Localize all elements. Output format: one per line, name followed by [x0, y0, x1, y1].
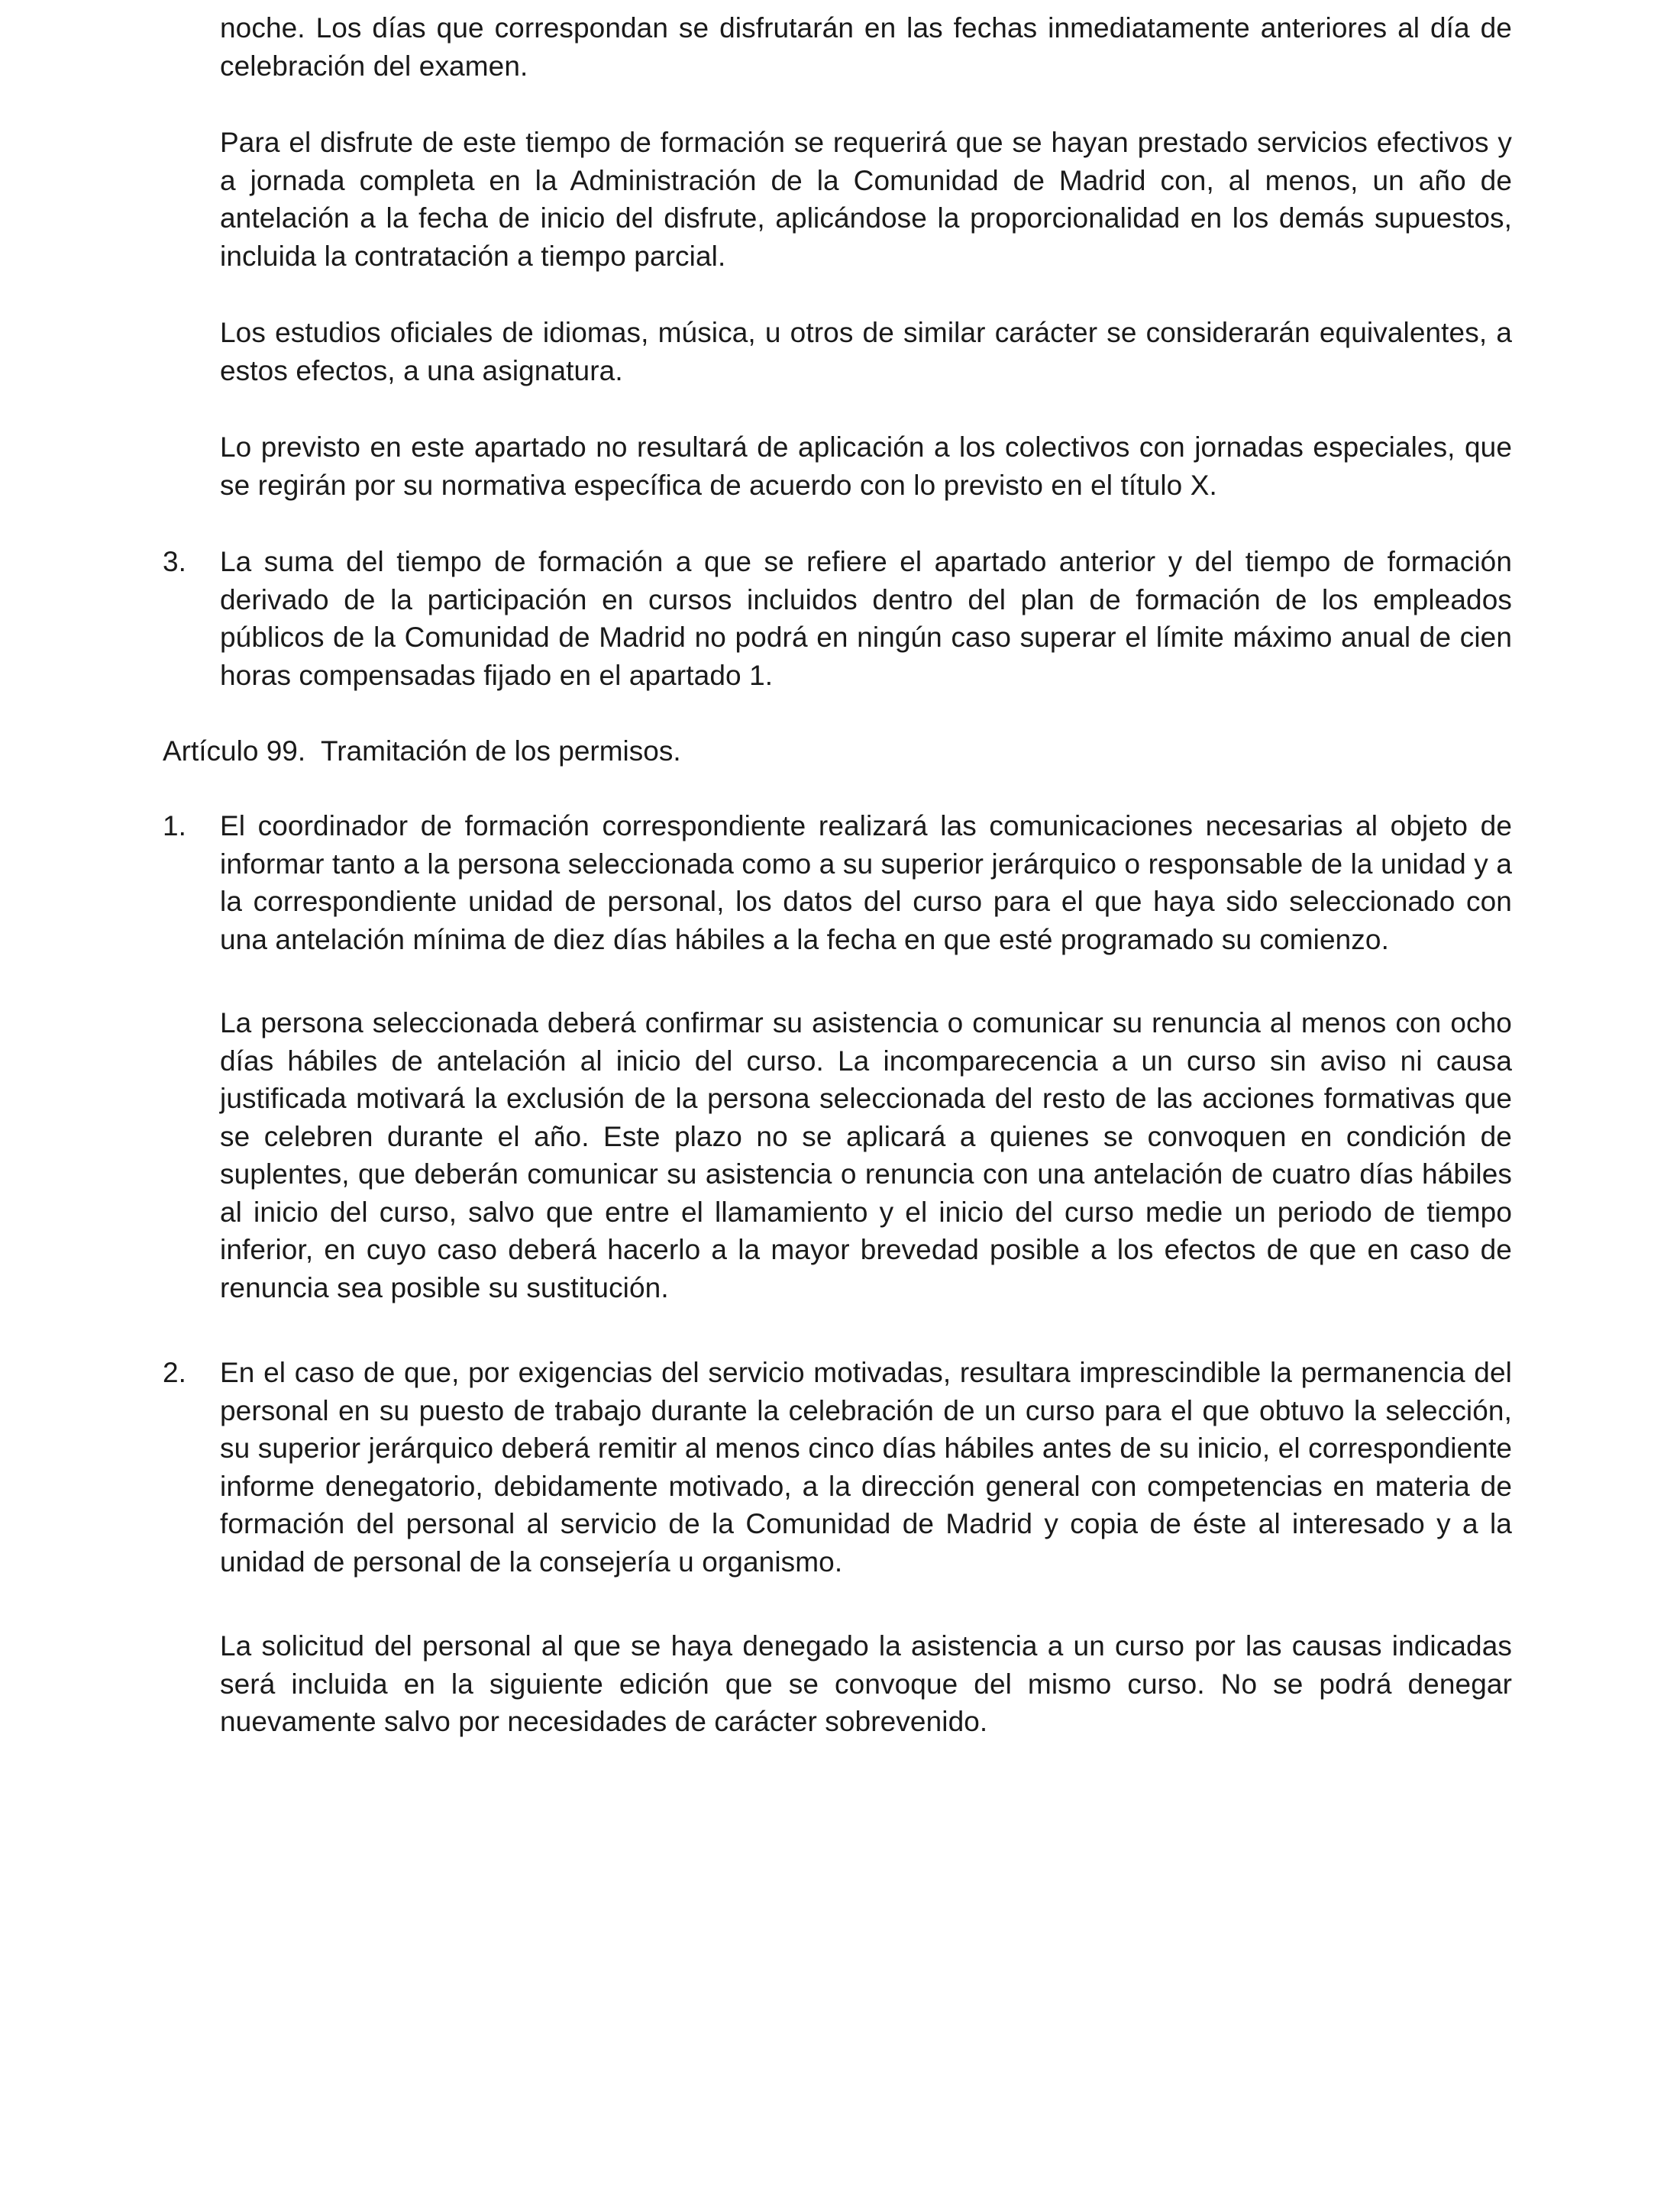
article-heading: Artículo 99. Tramitación de los permisos.: [163, 735, 681, 767]
list-number-3: 3.: [163, 546, 186, 577]
list-item-3-text: La suma del tiempo de formación a que se refiere el apartado anterior y del tiempo de formación derivado de la participación en cursos incluidos dentro del plan de formación de los empleados públicos de la Comunidad de Madrid no podrá en ningún caso superar el límite máximo anual de cien horas compensadas fijado en el apartado 1.: [220, 546, 1512, 691]
art99-item-1-text: El coordinador de formación correspondiente realizará las comunicaciones necesarias al objeto de informar tanto a la persona seleccionada como a su superior jerárquico o responsable de la unidad y a la correspondiente unidad de personal, los datos del curso para el que haya sido seleccionado con una antelación mínima de diez días hábiles a la fecha en que esté programado su comienzo.: [220, 810, 1512, 955]
art99-list-number-2: 2.: [163, 1357, 186, 1388]
art99-item-2-text: En el caso de que, por exigencias del servicio motivadas, resultara imprescindible la permanencia del personal en su puesto de trabajo durante la celebración de un curso para el que obtuvo la selección, su superior jerárquico deberá remitir al menos cinco días hábiles antes de su inicio, el correspondiente informe denegatorio, debidamente motivado, a la dirección general con competencias en materia de formación del personal al servicio de la Comunidad de Madrid y copia de éste al interesado y a la unidad de personal de la consejería u organismo.: [220, 1357, 1512, 1578]
art99-list-number-1: 1.: [163, 810, 186, 841]
paragraph-special-schedules: Lo previsto en este apartado no resultará de aplicación a los colectivos con jornadas especiales, que se regirán por su normativa específica de acuerdo con lo previsto en el título X.: [220, 431, 1512, 501]
paragraph-continuation: noche. Los días que correspondan se disfrutarán en las fechas inmediatamente anteriores al día de celebración del examen.: [220, 12, 1512, 82]
art99-item-1-paragraph-2: La persona seleccionada deberá confirmar su asistencia o comunicar su renuncia al menos con ocho días hábiles de antelación al inicio del curso. La incomparecencia a un curso sin aviso ni causa justificada motivará la exclusión de la persona seleccionada del resto de las acciones formativas que se celebren durante el año. Este plazo no se aplicará a quienes se convoquen en condición de suplentes, que deberán comunicar su asistencia o renuncia con una antelación de cuatro días hábiles al inicio del curso, salvo que entre el llamamiento y el inicio del curso medie un periodo de tiempo inferior, en cuyo caso deberá hacerlo a la mayor brevedad posible a los efectos de que en caso de renuncia sea posible su sustitución.: [220, 1007, 1512, 1303]
paragraph-official-studies: Los estudios oficiales de idiomas, música, u otros de similar carácter se considerarán equivalentes, a estos efectos, a una asignatura.: [220, 317, 1512, 386]
paragraph-requirements: Para el disfrute de este tiempo de formación se requerirá que se hayan prestado servicios efectivos y a jornada completa en la Administración de la Comunidad de Madrid con, al menos, un año de antelación a la fecha de inicio del disfrute, aplicándose la proporcionalidad en los demás supuestos, incluida la contratación a tiempo parcial.: [220, 127, 1512, 272]
art99-item-2-paragraph-2: La solicitud del personal al que se haya denegado la asistencia a un curso por las causas indicadas será incluida en la siguiente edición que se convoque del mismo curso. No se podrá denegar nuevamente salvo por necesidades de carácter sobrevenido.: [220, 1630, 1512, 1737]
